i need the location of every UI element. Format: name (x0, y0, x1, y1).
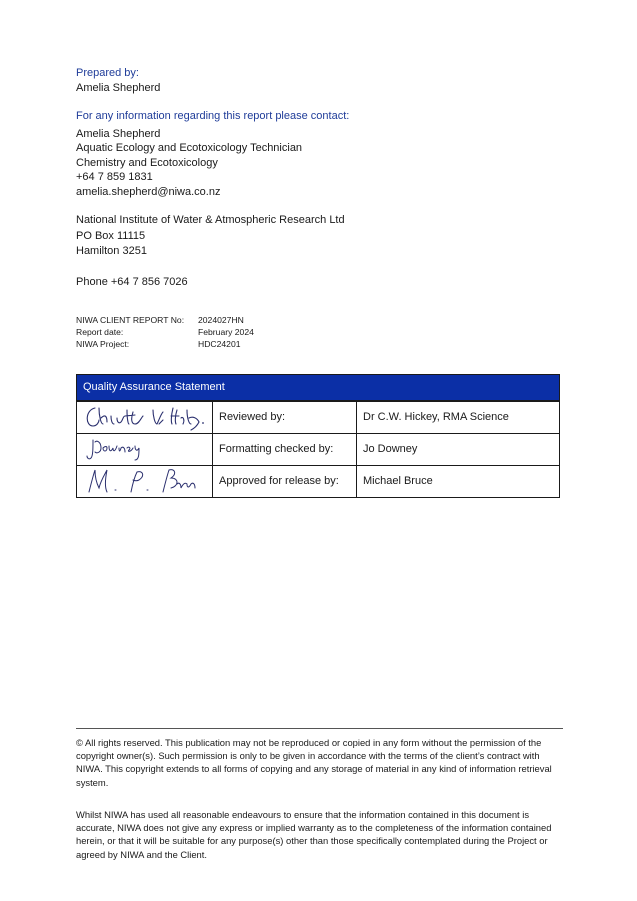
report-meta-value: HDC24201 (198, 338, 241, 349)
signature-cell (77, 434, 213, 465)
report-meta-row (76, 315, 254, 327)
signature-bruce (81, 466, 209, 496)
disclaimer-notice: Whilst NIWA has used all reasonable endeavours to ensure that the information contained in this document is accurate, NIWA does not give any express or implied warranty as to the completeness of the information contained herein, or that it will be suitable for any purpose(s) other than those specifically contemplated during the Project or agreed by NIWA and the Client. (76, 809, 552, 860)
report-meta-row (76, 339, 254, 351)
qa-row-formatting (77, 433, 559, 465)
signature-downey (81, 434, 209, 464)
prepared-by-name: Amelia Shepherd (76, 81, 161, 94)
qa-role: Approved for release by: (213, 466, 357, 497)
contact-heading: For any information regarding this report please contact: (76, 110, 350, 122)
organisation-city: Hamilton 3251 (76, 245, 147, 257)
organisation-phone: Phone +64 7 856 7026 (76, 276, 188, 288)
report-meta-row (76, 327, 254, 339)
qa-person: Jo Downey (363, 443, 418, 455)
contact-email: amelia.shepherd@niwa.co.nz (76, 185, 221, 198)
qa-person: Michael Bruce (363, 475, 433, 487)
contact-group: Chemistry and Ecotoxicology (76, 156, 218, 169)
report-meta-label: NIWA Project: (76, 338, 130, 349)
organisation-po-box: PO Box 11115 (76, 229, 146, 242)
report-meta-value: February 2024 (198, 326, 254, 337)
qa-role: Reviewed by: (213, 402, 357, 433)
qa-role: Formatting checked by: (213, 434, 357, 465)
organisation-name: National Institute of Water & Atmospheric Research Ltd (76, 214, 345, 226)
organisation-block (76, 213, 345, 260)
signature-cell (77, 402, 213, 433)
qa-heading: Quality Assurance Statement (77, 375, 559, 401)
prepared-by-label: Prepared by: (76, 67, 139, 79)
contact-role: Aquatic Ecology and Ecotoxicology Technician (76, 142, 303, 155)
signature-hickey (81, 402, 209, 432)
contact-name: Amelia Shepherd (76, 127, 161, 140)
quality-assurance-table (76, 374, 560, 498)
report-meta-label: NIWA CLIENT REPORT No: (76, 315, 185, 325)
prepared-by-block (76, 66, 160, 95)
footer-divider (76, 728, 563, 729)
qa-row-reviewed (77, 401, 559, 433)
qa-person: Dr C.W. Hickey, RMA Science (363, 411, 509, 423)
report-meta (76, 315, 254, 350)
report-meta-label: Report date: (76, 326, 124, 337)
contact-block (76, 109, 349, 200)
signature-cell (77, 466, 213, 497)
qa-row-approved (77, 465, 559, 497)
copyright-notice: © All rights reserved. This publication may not be reproduced or copied in any form without the permission of the copyright owner(s). Such permission is only to be given in accordance with the terms of the client’s contract with NIWA. This copyright extends to all forms of copying and any storage of material in any kind of information retrieval system. (76, 737, 552, 788)
contact-phone: +64 7 859 1831 (76, 171, 153, 184)
report-meta-value: 2024027HN (198, 315, 244, 325)
